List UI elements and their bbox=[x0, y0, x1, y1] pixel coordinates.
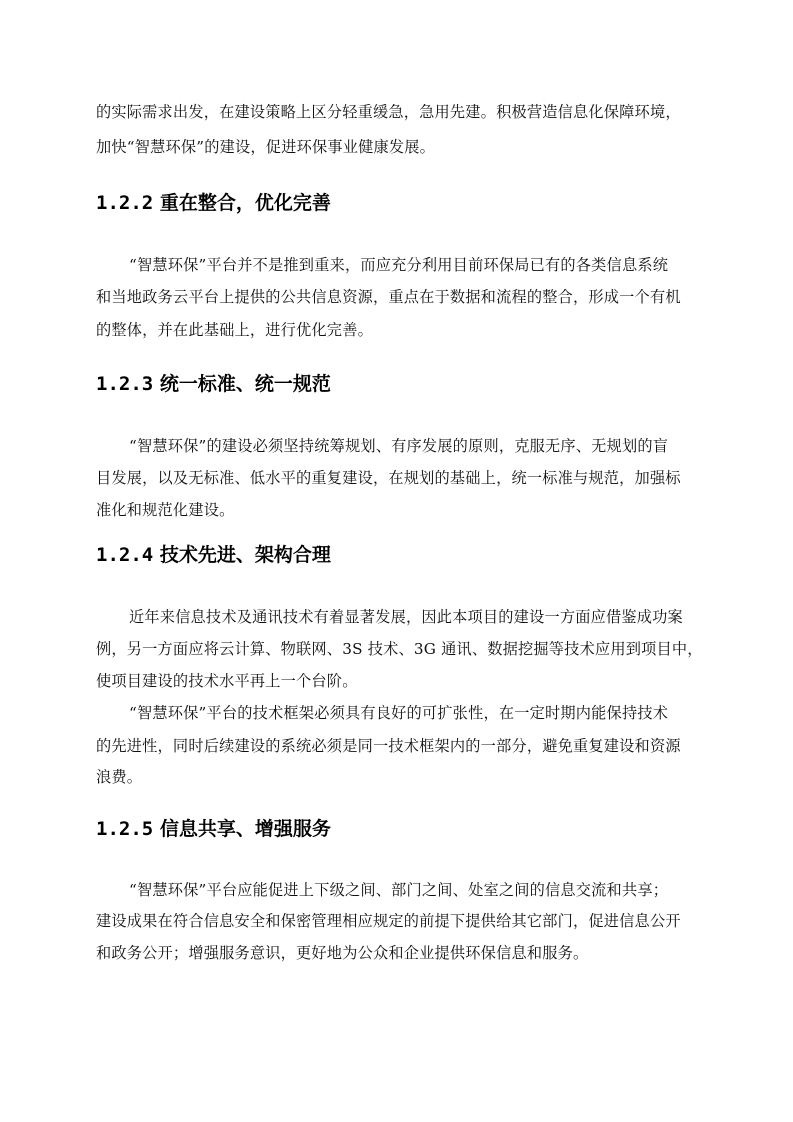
paragraph-line: “智慧环保”的建设必须坚持统筹规划、有序发展的原则，克服无序、无规划的盲 bbox=[129, 437, 669, 455]
paragraph-line: 例，另一方面应将云计算、物联网、3S 技术、3G 通讯、数据挖掘等技术应用到项目中， bbox=[96, 640, 703, 658]
section-heading-1-2-4 bbox=[96, 543, 331, 567]
paragraph-line: 的先进性，同时后续建设的系统必须是同一技术框架内的一部分，避免重复建设和资源 bbox=[96, 737, 681, 755]
paragraph-line: 和当地政务云平台上提供的公共信息资源，重点在于数据和流程的整合，形成一个有机 bbox=[96, 288, 681, 306]
paragraph-line: “智慧环保”平台并不是推到重来，而应充分利用目前环保局已有的各类信息系统 bbox=[129, 256, 669, 274]
section-heading-1-2-5 bbox=[96, 817, 331, 841]
paragraph-line: 的整体，并在此基础上，进行优化完善。 bbox=[96, 321, 373, 339]
section-number: 1.2.4 bbox=[96, 544, 154, 566]
section-title: 重在整合，优化完善 bbox=[159, 192, 331, 214]
section-title: 技术先进、架构合理 bbox=[159, 544, 331, 566]
paragraph-line: 使项目建设的技术水平再上一个台阶。 bbox=[96, 672, 358, 690]
section-title: 信息共享、增强服务 bbox=[159, 818, 331, 840]
section-number: 1.2.5 bbox=[96, 818, 154, 840]
section-heading-1-2-3 bbox=[96, 372, 331, 396]
paragraph-line: 和政务公开；增强服务意识，更好地为公众和企业提供环保信息和服务。 bbox=[96, 944, 589, 962]
intro-line: 加快“智慧环保”的建设，促进环保事业健康发展。 bbox=[96, 138, 436, 156]
section-number: 1.2.3 bbox=[96, 373, 154, 395]
paragraph-line: 浪费。 bbox=[96, 768, 143, 786]
section-heading-1-2-2 bbox=[96, 191, 331, 215]
paragraph-line: 目发展，以及无标准、低水平的重复建设，在规划的基础上，统一标准与规范，加强标 bbox=[96, 469, 681, 487]
section-title: 统一标准、统一规范 bbox=[159, 373, 331, 395]
paragraph-line: 近年来信息技术及通讯技术有着显著发展，因此本项目的建设一方面应借鉴成功案 bbox=[129, 608, 683, 626]
paragraph-line: 准化和规范化建设。 bbox=[96, 501, 235, 519]
intro-line: 的实际需求出发，在建设策略上区分轻重缓急，急用先建。积极营造信息化保障环境， bbox=[96, 103, 681, 121]
section-number: 1.2.2 bbox=[96, 192, 154, 214]
paragraph-line: “智慧环保”平台应能促进上下级之间、部门之间、处室之间的信息交流和共享； bbox=[129, 881, 669, 899]
paragraph-line: 建设成果在符合信息安全和保密管理相应规定的前提下提供给其它部门，促进信息公开 bbox=[96, 912, 681, 930]
paragraph-line: “智慧环保”平台的技术框架必须具有良好的可扩张性，在一定时期内能保持技术 bbox=[129, 704, 669, 722]
